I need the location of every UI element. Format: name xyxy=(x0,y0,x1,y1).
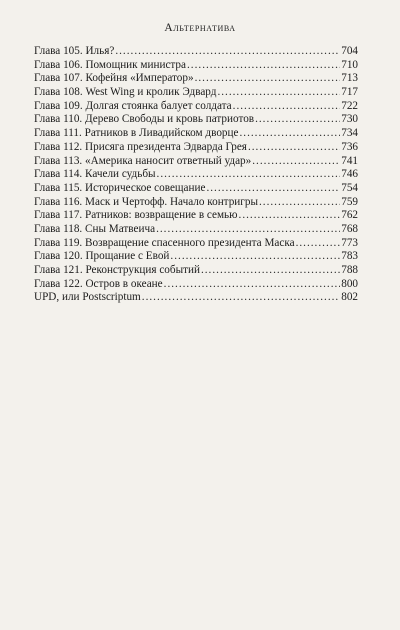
toc-entry xyxy=(34,141,358,155)
toc-entry-page: 783 xyxy=(341,250,358,263)
toc-leader-dots xyxy=(195,72,341,86)
toc-entry-title: Глава 110. Дерево Свободы и кровь патриотов xyxy=(34,113,255,126)
toc-leader-dots xyxy=(259,196,340,210)
toc-leader-dots xyxy=(115,45,340,59)
toc-entry-title: Глава 118. Сны Матвеича xyxy=(34,222,156,235)
toc-entry-page: 734 xyxy=(341,127,358,140)
toc-entry xyxy=(34,113,358,127)
toc-entry-title: Глава 109. Долгая стоянка балует солдата xyxy=(34,99,232,112)
toc-entry-title: Глава 115. Историческое совещание xyxy=(34,181,206,194)
toc-leader-dots xyxy=(239,209,341,223)
toc-entry-title: UPD, или Postscriptum xyxy=(34,291,141,304)
toc-entry xyxy=(34,168,358,182)
toc-entry xyxy=(34,264,358,278)
toc-entry-page: 710 xyxy=(341,58,358,71)
toc-entry-page: 741 xyxy=(341,154,358,167)
toc-leader-dots xyxy=(201,264,340,278)
toc-entry-page: 800 xyxy=(341,277,358,290)
toc-entry xyxy=(34,155,358,169)
toc-entry-title: Глава 112. Присяга президента Эдварда Грея xyxy=(34,140,247,153)
toc-entry-title: Глава 114. Качели судьбы xyxy=(34,168,156,181)
toc-leader-dots xyxy=(248,141,340,155)
toc-entry xyxy=(34,209,358,223)
toc-entry-title: Глава 119. Возвращение спасенного президента Маска xyxy=(34,236,295,249)
toc-leader-dots xyxy=(255,113,340,127)
toc-entry-title: Глава 116. Маск и Чертофф. Начало контригры xyxy=(34,195,258,208)
toc-entry-page: 722 xyxy=(341,99,358,112)
toc-leader-dots xyxy=(156,223,340,237)
toc-entry xyxy=(34,278,358,292)
toc-entry xyxy=(34,127,358,141)
toc-leader-dots xyxy=(233,100,341,114)
toc-entry-page: 762 xyxy=(341,209,358,222)
toc-entry xyxy=(34,237,358,251)
toc-entry xyxy=(34,59,358,73)
toc-entry-page: 759 xyxy=(341,195,358,208)
toc-entry xyxy=(34,100,358,114)
toc-entry-title: Глава 113. «Америка наносит ответный удар» xyxy=(34,154,252,167)
toc-entry-title: Глава 105. Илья? xyxy=(34,45,115,57)
toc-leader-dots xyxy=(142,291,340,305)
toc-entry-title: Глава 106. Помощник министра xyxy=(34,58,186,71)
toc-leader-dots xyxy=(206,182,340,196)
toc-entry-page: 746 xyxy=(341,168,358,181)
toc-entry-title: Глава 111. Ратников в Ливадийском дворце xyxy=(34,127,239,140)
toc-entry-page: 773 xyxy=(341,236,358,249)
toc-leader-dots xyxy=(164,278,341,292)
toc-entry-page: 802 xyxy=(341,291,358,304)
toc-leader-dots xyxy=(170,250,340,264)
toc-entry xyxy=(34,45,358,59)
toc-entry xyxy=(34,250,358,264)
table-of-contents xyxy=(34,45,358,305)
toc-entry xyxy=(34,72,358,86)
toc-entry xyxy=(34,196,358,210)
toc-entry xyxy=(34,291,358,305)
toc-entry-title: Глава 122. Остров в океане xyxy=(34,277,163,290)
toc-leader-dots xyxy=(217,86,340,100)
toc-entry-page: 768 xyxy=(341,222,358,235)
toc-leader-dots xyxy=(239,127,340,141)
running-header: Альтернатива xyxy=(164,22,236,34)
toc-entry-page: 730 xyxy=(341,113,358,126)
toc-entry-title: Глава 120. Прощание с Евой xyxy=(34,250,170,263)
toc-leader-dots xyxy=(157,168,341,182)
toc-entry-page: 754 xyxy=(341,181,358,194)
toc-entry-page: 736 xyxy=(341,140,358,153)
toc-entry-page: 717 xyxy=(341,86,358,99)
toc-entry-page: 788 xyxy=(341,264,358,276)
toc-entry-title: Глава 117. Ратников: возвращение в семью xyxy=(34,209,238,222)
toc-entry-page: 704 xyxy=(341,45,358,57)
toc-entry-title: Глава 107. Кофейня «Император» xyxy=(34,72,194,85)
toc-entry xyxy=(34,182,358,196)
toc-entry xyxy=(34,223,358,237)
toc-entry-title: Глава 121. Реконструкция событий xyxy=(34,264,200,276)
toc-leader-dots xyxy=(187,59,340,73)
toc-leader-dots xyxy=(252,155,340,169)
toc-entry-page: 713 xyxy=(341,72,358,85)
toc-entry xyxy=(34,86,358,100)
toc-leader-dots xyxy=(296,237,341,251)
toc-entry-title: Глава 108. West Wing и кролик Эдвард xyxy=(34,86,217,99)
